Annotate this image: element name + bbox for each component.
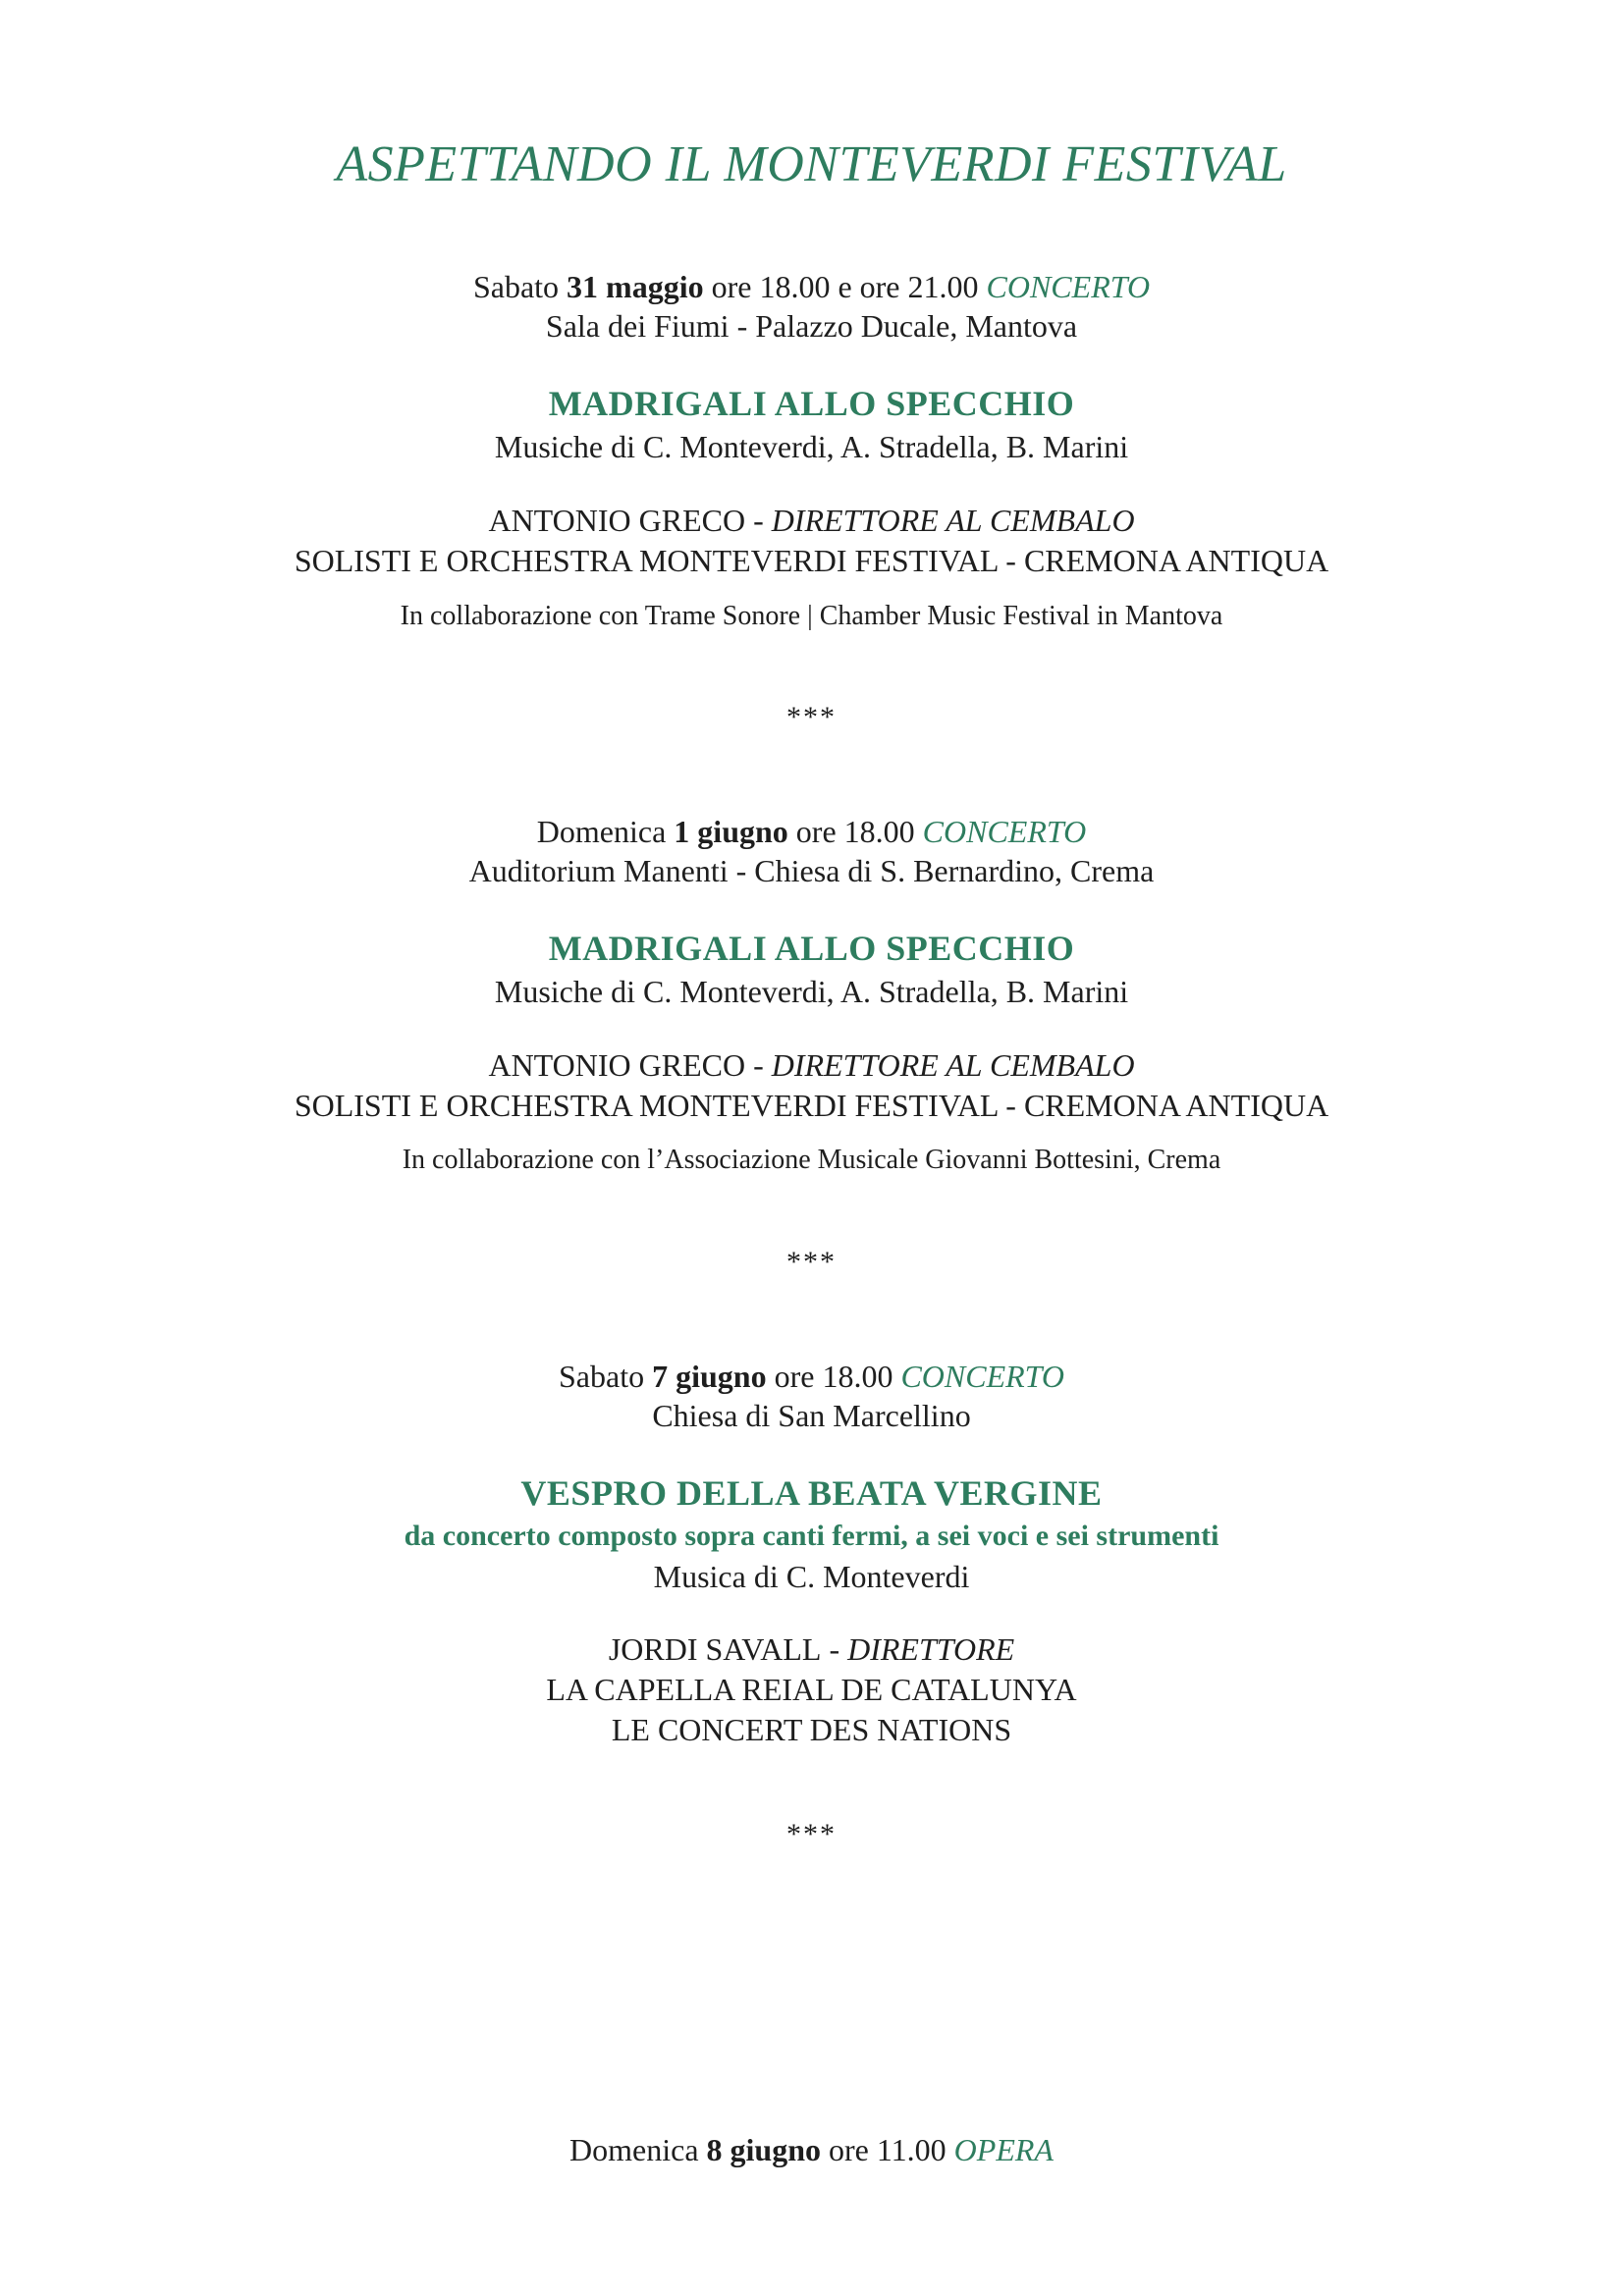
event-2-date (0, 814, 1623, 850)
event-4-date (0, 2132, 1623, 2168)
event-type: OPERA (953, 2132, 1054, 2167)
event-1-work-title: MADRIGALI ALLO SPECCHIO (548, 384, 1075, 423)
event-3-work-title: VESPRO DELLA BEATA VERGINE (520, 1473, 1103, 1513)
performer-name: JORDI SAVALL (608, 1631, 822, 1667)
event-3-date (0, 1359, 1623, 1395)
event-2-ensemble: SOLISTI E ORCHESTRA MONTEVERDI FESTIVAL - CREMONA ANTIQUA (294, 1088, 1329, 1123)
event-3-ensemble: LA CAPELLA REIAL DE CATALUNYA (546, 1672, 1077, 1707)
performer-role: - DIRETTORE AL CEMBALO (745, 503, 1135, 538)
event-2-music: Musiche di C. Monteverdi, A. Stradella, B. Marini (494, 974, 1129, 1009)
event-date-day: 31 maggio (567, 269, 704, 304)
event-date-day: 7 giugno (652, 1359, 767, 1394)
event-3-performer (0, 1631, 1623, 1668)
event-1-venue: Sala dei Fiumi - Palazzo Ducale, Mantova (545, 308, 1078, 344)
event-type: CONCERTO (986, 269, 1151, 304)
event-1-music: Musiche di C. Monteverdi, A. Stradella, B. Marini (494, 429, 1129, 464)
event-3-venue: Chiesa di San Marcellino (652, 1398, 971, 1433)
event-2-work-title: MADRIGALI ALLO SPECCHIO (548, 929, 1075, 968)
event-date-prefix: Sabato (559, 1359, 653, 1394)
event-1-date (0, 269, 1623, 305)
performer-name: ANTONIO GRECO (488, 1047, 746, 1083)
event-time: ore 11.00 (821, 2132, 954, 2167)
event-3-work-subtitle: da concerto composto sopra canti fermi, a sei voci e sei strumenti (404, 1520, 1219, 1552)
event-type: CONCERTO (900, 1359, 1064, 1394)
event-2-collaboration: In collaborazione con l’Associazione Musicale Giovanni Bottesini, Crema (402, 1145, 1221, 1175)
event-1-collaboration: In collaborazione con Trame Sonore | Chamber Music Festival in Mantova (400, 601, 1223, 631)
event-2-performer (0, 1047, 1623, 1084)
event-2-venue: Auditorium Manenti - Chiesa di S. Bernardino, Crema (468, 853, 1155, 888)
event-3-music: Musica di C. Monteverdi (653, 1559, 970, 1594)
separator: *** (786, 1246, 837, 1278)
event-date-prefix: Domenica (536, 814, 675, 849)
performer-name: ANTONIO GRECO (488, 503, 746, 538)
event-time: ore 18.00 e ore 21.00 (703, 269, 987, 304)
performer-role: - DIRETTORE (821, 1631, 1015, 1667)
event-date-prefix: Domenica (569, 2132, 707, 2167)
event-1-performer (0, 503, 1623, 539)
event-3-ensemble-2: LE CONCERT DES NATIONS (611, 1712, 1012, 1747)
performer-role: - DIRETTORE AL CEMBALO (745, 1047, 1135, 1083)
event-1-ensemble: SOLISTI E ORCHESTRA MONTEVERDI FESTIVAL - CREMONA ANTIQUA (294, 543, 1329, 578)
event-date-day: 8 giugno (706, 2132, 821, 2167)
event-time: ore 18.00 (787, 814, 923, 849)
separator: *** (786, 1818, 837, 1850)
event-type: CONCERTO (922, 814, 1087, 849)
event-date-prefix: Sabato (472, 269, 568, 304)
separator: *** (786, 701, 837, 733)
page-title: ASPETTANDO IL MONTEVERDI FESTIVAL (336, 136, 1287, 192)
event-date-day: 1 giugno (674, 814, 788, 849)
event-time: ore 18.00 (766, 1359, 901, 1394)
